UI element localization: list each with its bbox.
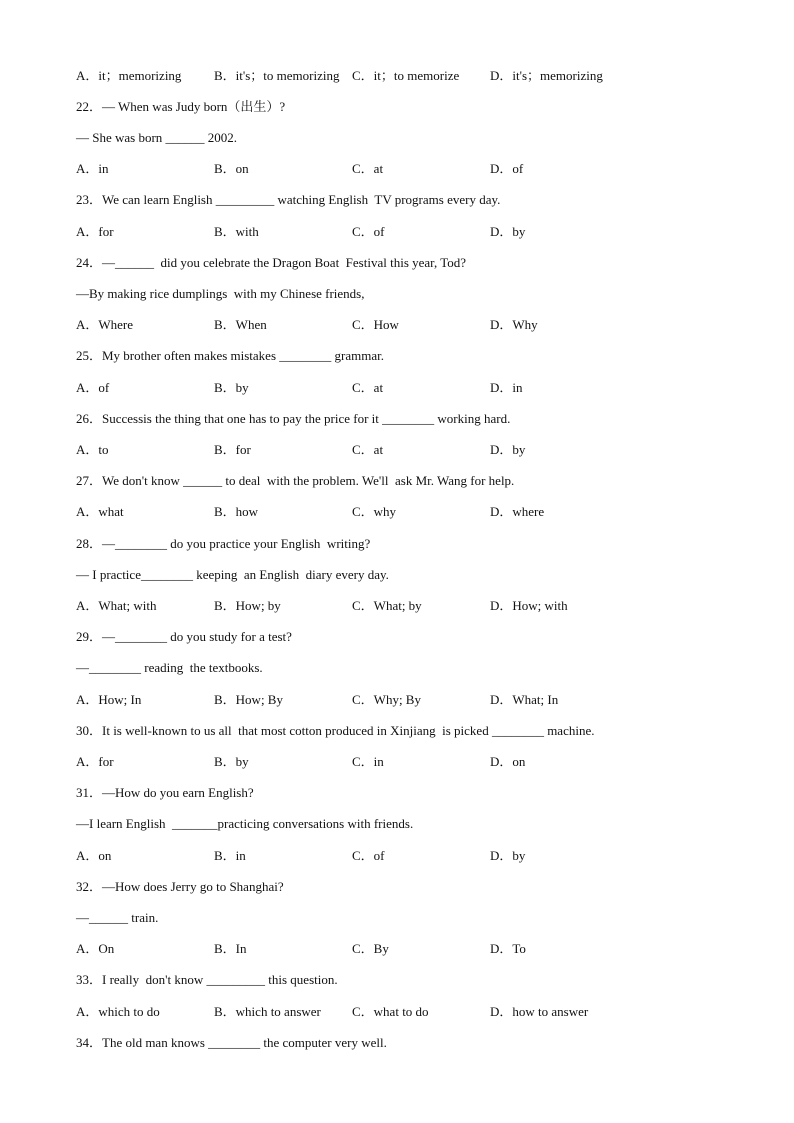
answer-option[interactable]: C．what to do	[352, 1004, 429, 1019]
answer-option[interactable]: C．why	[352, 504, 397, 519]
answer-option[interactable]: D．it's；memorizing	[490, 68, 603, 83]
answer-option[interactable]: A．which to do	[76, 1004, 160, 1019]
question-line: 32．—How does Jerry go to Shanghai?	[76, 879, 284, 894]
answer-option[interactable]: B．for	[214, 442, 251, 457]
question-line: 33．I really don't know _________ this question.	[76, 972, 338, 987]
answer-option[interactable]: B．When	[214, 317, 267, 332]
answer-option[interactable]: D．What; In	[490, 692, 559, 707]
answer-option[interactable]: A．How; In	[76, 692, 142, 707]
answer-option[interactable]: D．by	[490, 224, 526, 239]
answer-option[interactable]: D．To	[490, 941, 526, 956]
answer-option[interactable]: B．it's；to memorizing	[214, 68, 340, 83]
question-line: — I practice________ keeping an English diary every day.	[76, 567, 389, 582]
question-line: —I learn English _______practicing conversations with friends.	[76, 816, 414, 831]
answer-option[interactable]: B．which to answer	[214, 1004, 321, 1019]
answer-option[interactable]: A．what	[76, 504, 124, 519]
answer-option[interactable]: C．By	[352, 941, 389, 956]
answer-option[interactable]: B．In	[214, 941, 247, 956]
question-line: 31．—How do you earn English?	[76, 785, 254, 800]
question-line: 25．My brother often makes mistakes ________ grammar.	[76, 348, 384, 363]
answer-option[interactable]: C．of	[352, 224, 385, 239]
answer-option[interactable]: A．in	[76, 161, 109, 176]
answer-option[interactable]: B．by	[214, 754, 249, 769]
question-line: —________ reading the textbooks.	[76, 660, 263, 675]
answer-option[interactable]: B．How; By	[214, 692, 283, 707]
answer-option[interactable]: B．on	[214, 161, 249, 176]
answer-option[interactable]: C．at	[352, 442, 384, 457]
answer-option[interactable]: A．it；memorizing	[76, 68, 182, 83]
answer-option[interactable]: D．Why	[490, 317, 538, 332]
answer-option[interactable]: C．at	[352, 161, 384, 176]
question-line: 22．— When was Judy born（出生）?	[76, 99, 286, 114]
answer-option[interactable]: C．at	[352, 380, 384, 395]
answer-option[interactable]: A．What; with	[76, 598, 157, 613]
answer-option[interactable]: D．by	[490, 442, 526, 457]
answer-option[interactable]: B．in	[214, 848, 246, 863]
answer-option[interactable]: C．Why; By	[352, 692, 421, 707]
answer-option[interactable]: A．On	[76, 941, 115, 956]
answer-option[interactable]: A．of	[76, 380, 110, 395]
question-line: 26．Successis the thing that one has to pay the price for it ________ working hard.	[76, 411, 511, 426]
answer-option[interactable]: A．Where	[76, 317, 134, 332]
answer-option[interactable]: D．where	[490, 504, 545, 519]
answer-option[interactable]: B．How; by	[214, 598, 281, 613]
question-line: — She was born ______ 2002.	[76, 130, 238, 145]
answer-option[interactable]: D．How; with	[490, 598, 568, 613]
question-line: 34．The old man knows ________ the computer very well.	[76, 1035, 387, 1050]
answer-option[interactable]: C．What; by	[352, 598, 422, 613]
answer-option[interactable]: C．in	[352, 754, 384, 769]
answer-option[interactable]: D．of	[490, 161, 524, 176]
answer-option[interactable]: D．by	[490, 848, 526, 863]
answer-option[interactable]: B．with	[214, 224, 259, 239]
answer-option[interactable]: D．in	[490, 380, 523, 395]
question-line: 28．—________ do you practice your English writing?	[76, 536, 371, 551]
answer-option[interactable]: B．how	[214, 504, 259, 519]
answer-option[interactable]: A．on	[76, 848, 112, 863]
question-line: 24．—______ did you celebrate the Dragon Boat Festival this year, Tod?	[76, 255, 467, 270]
answer-option[interactable]: B．by	[214, 380, 249, 395]
answer-option[interactable]: D．how to answer	[490, 1004, 589, 1019]
question-line: —______ train.	[76, 910, 159, 925]
answer-option[interactable]: C．it；to memorize	[352, 68, 460, 83]
answer-option[interactable]: A．for	[76, 754, 114, 769]
answer-option[interactable]: C．of	[352, 848, 385, 863]
answer-option[interactable]: D．on	[490, 754, 526, 769]
question-line: —By making rice dumplings with my Chinese friends,	[76, 286, 365, 301]
question-line: 29．—________ do you study for a test?	[76, 629, 292, 644]
question-line: 30．It is well-known to us all that most cotton produced in Xinjiang is picked ________ machine.	[76, 723, 595, 738]
answer-option[interactable]: A．to	[76, 442, 109, 457]
question-line: 27．We don't know ______ to deal with the problem. We'll ask Mr. Wang for help.	[76, 473, 515, 488]
answer-option[interactable]: C．How	[352, 317, 399, 332]
answer-option[interactable]: A．for	[76, 224, 114, 239]
question-line: 23．We can learn English _________ watching English TV programs every day.	[76, 192, 501, 207]
